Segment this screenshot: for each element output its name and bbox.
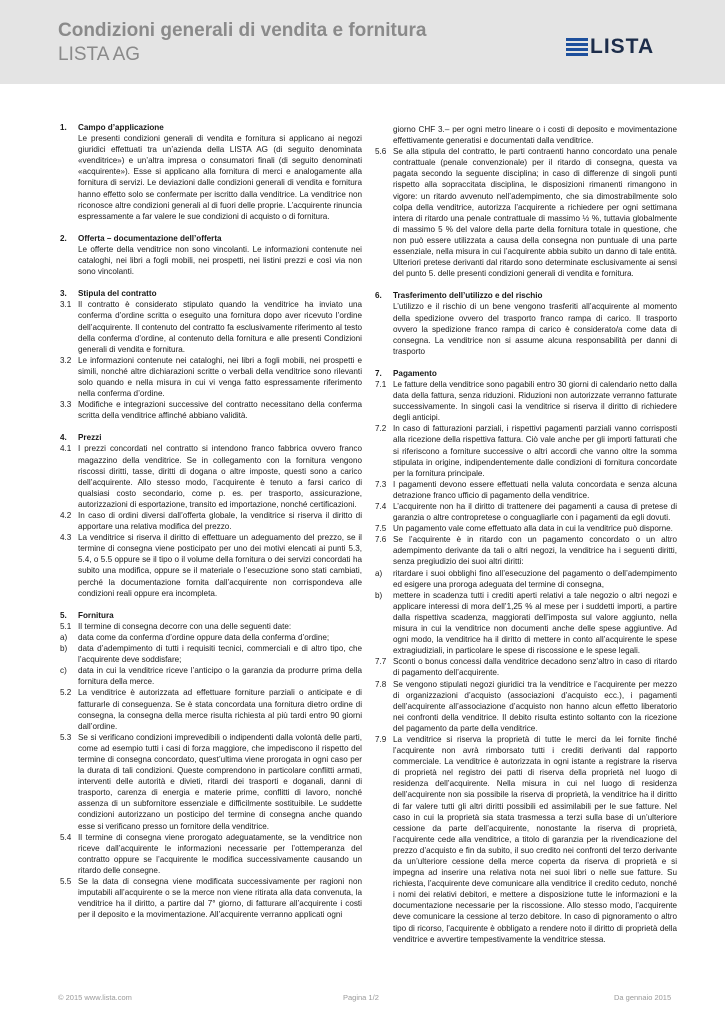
clause — [60, 443, 362, 510]
clause — [60, 687, 362, 731]
clause-number: 4.1 — [60, 444, 72, 454]
section — [60, 122, 362, 222]
clause — [375, 590, 677, 657]
clause-text: Se vengono stipulati negozi giuridici tra la venditrice e l’acquirente per mezzo di organizzazioni d’acquisto (associazioni d’acquisto ecc.), i pagamenti dell’acquirente all’associazione d’acquisto non hanno alcun effetto liberatorio nei confronti della venditrice. Il debito risulta estinto soltanto con la ricezione del pagamento da parte della venditrice. — [393, 679, 677, 733]
clause-text: In caso di fatturazioni parziali, i rispettivi pagamenti parziali vanno corrisposti alla ricezione della rispettiva fattura. Ciò vale anche per gli importi fatturati che si riferiscono a forniture successive o altri accordi che vanno oltre la somma stipulata in origine, indipendentemente dalle condizioni di fornitura concordate per la fornitura principale. — [393, 424, 677, 478]
section-heading — [60, 233, 362, 244]
clause — [375, 301, 677, 356]
clause-text: Se alla stipula del contratto, le parti contraenti hanno concordato una penale contrattuale (penale convenzionale) per il ritardo di consegna, questa va pagata secondo la seguente disciplina; in caso di differenze di singoli punti rispetto alla sopraccitata disciplina, le disposizioni rimanenti rimangono in vigore: un ritardo avvenuto nell’adempimento, che sia dimostrabilmente solo colpa della venditrice, autorizza l’acquirente a richiedere per ogni settimana intera di ritardo una penale contrattuale di massimo ½ %, tuttavia globalmente di massimo 5 % del valore della parte della fornitura totale in questione, che non può essere utilizzata a causa della consegna non puntuale di una parte essenziale, nella misura in cui l’acquirente abbia subito un danno di tale entità. Ulteriori pretese derivanti dal ritardo sono determinate esclusivamente ai sensi del punto 5. delle presenti condizioni generali di vendita e fornitura. — [393, 147, 677, 279]
clause-text: Se l’acquirente è in ritardo con un pagamento concordato o un altro adempimento derivante da tali o altri negozi, la venditrice ha i seguenti diritti, senza pregiudizio dei suoi altri diritti: — [393, 535, 677, 567]
section-heading — [60, 432, 362, 443]
clause-number: 7.6 — [375, 535, 387, 545]
clause-text: Le fatture della venditrice sono pagabili entro 30 giorni di calendario netto dalla data della fattura, senza riduzioni. Riduzioni non autorizzate verranno fatturate successivamente. In singoli casi la venditrice si riserva il diritto di richiedere degli anticipi. — [393, 379, 677, 423]
clause-text: ritardare i suoi obblighi fino all’esecuzione del pagamento o dell’adempimento ed esigere una proroga adeguata del termine di consegna, — [393, 568, 677, 589]
logo-mark-icon — [566, 38, 588, 56]
clause-text: data in cui la venditrice riceve l’anticipo o la garanzia da produrre prima della fornitura della merce. — [78, 666, 362, 687]
clause — [60, 621, 362, 632]
clause — [60, 399, 362, 421]
clause — [60, 133, 362, 222]
clause — [60, 665, 362, 687]
clause — [60, 632, 362, 643]
clause-text: Un pagamento vale come effettuato alla data in cui la venditrice può disporne. — [393, 524, 673, 534]
clause — [375, 523, 677, 534]
clause-text: data come da conferma d’ordine oppure data della conferma d’ordine; — [78, 632, 330, 642]
clause-number: b) — [375, 590, 383, 600]
clause-number: 4.2 — [60, 511, 72, 520]
footer-copyright: © 2015 www.lista.com — [58, 993, 132, 1002]
clause-text: Le offerte della venditrice non sono vincolanti. Le informazioni contenute nei cataloghi, nei libri a fogli mobili, nei prospetti, nei listini prezzi e così via non sono vincolanti. — [78, 244, 362, 277]
clause — [375, 501, 677, 523]
section-heading — [375, 290, 677, 301]
clause-number — [375, 301, 393, 356]
clause — [375, 146, 677, 279]
clause — [60, 876, 362, 920]
footer-page-number: Pagina 1/2 — [343, 993, 379, 1002]
clause-number: 7.1 — [375, 379, 387, 389]
clause-text: Se si verificano condizioni imprevedibili o indipendenti dalla volontà delle parti, come ad esempio tutti i casi di forza maggiore, che impediscono il rispetto del termine di consegna concordato, quest’ultima viene prorogata in ogni caso per la durata di tali condizioni. Queste comprendono in particolare conflitti armati, interventi delle autorità e divieti, ritardi dei trasporti e doganali, danni di trasporto, carenza di energia e materie prime, conflitti di lavoro, nonché assenza di un subfornitore essenziale e difficilmente sostituibile. Le suddette condizioni autorizzano un posticipo del termine di consegna anche quando esse si verificano presso un fornitore della venditrice. — [78, 732, 362, 831]
clause — [60, 299, 362, 354]
clause-number: 3.1 — [60, 300, 72, 310]
section-heading — [60, 288, 362, 299]
clause-number: 3.2 — [60, 355, 72, 365]
clause-number: 7.9 — [375, 734, 387, 744]
clause-number: 5.1 — [60, 621, 72, 631]
clause — [60, 510, 362, 532]
section-number: 4. — [60, 433, 67, 443]
clause-number: 5.4 — [60, 832, 72, 842]
clause — [375, 734, 677, 945]
clause — [60, 244, 362, 277]
clause — [375, 568, 677, 590]
left-column — [60, 122, 362, 931]
clause — [375, 423, 677, 478]
clause-text: Sconti o bonus concessi dalla venditrice decadono senz’altro in caso di ritardo di pagamento dell’acquirente. — [393, 657, 677, 678]
clause — [60, 355, 362, 399]
clause-number: 3.3 — [60, 400, 72, 410]
clause — [60, 732, 362, 832]
clause-number: 7.4 — [375, 502, 387, 511]
clause-number: b) — [60, 644, 68, 654]
section-number: 2. — [60, 233, 67, 243]
section-heading — [60, 122, 362, 133]
clause-number: a) — [60, 632, 68, 642]
company-name: LISTA AG — [58, 44, 141, 65]
clause-number: 5.3 — [60, 732, 72, 742]
section-title: Campo d’applicazione — [78, 123, 164, 132]
clause-number — [60, 133, 78, 222]
section-title: Pagamento — [393, 368, 437, 378]
section-number: 6. — [375, 291, 382, 301]
section — [60, 610, 362, 921]
clause — [375, 679, 677, 734]
clause-number — [375, 124, 393, 146]
clause-text: La venditrice è autorizzata ad effettuare forniture parziali o anticipate e di fatturarle di conseguenza. Se è stata concordata una fornitura dietro ordine di consegna, la consegna della merce risulta richiesta al più tardi entro 90 giorni dall’ordine. — [78, 688, 362, 731]
clause-number: 7.3 — [375, 479, 387, 489]
clause-text: Il termine di consegna viene prorogato adeguatamente, se la venditrice non riceve dall’acquirente le informazioni necessarie per l’ottemperanza del contratto oppure se l’acquirente le modifica successivamente causando un ritardo delle consegne. — [78, 832, 362, 875]
clause-text: La venditrice si riserva la proprietà di tutte le merci da lei fornite finché l’acquirente non avrà rimborsato tutti i crediti derivanti dal rapporto commerciale. La venditrice è autorizzata in ogni istante a registrare la riserva di proprietà nel registro dei patti di riserva della proprietà nel luogo di residenza dell’acquirente. Nella misura in cui nel luogo di residenza dell’acquirente non sia possibile la riserva di proprietà, la venditrice ha il diritto di far valere tutti gli altri diritti possibili ed assimilabili per le sue fatture. Nel caso in cui la proprietà sia stata trasmessa a terzi sulla base di un’ulteriore cessione da parte dell’acquirente, nonostante la riserva di proprietà, l’acquirente cede alla venditrice, a titolo di garanzia per la rivendicazione del prezzo d’acquisto e fin da subito, il suo credito nei confronti del terzo derivante da un’ulteriore cessione della merce coperta da riserva di proprietà e si impegna ad inserire una relativa nota nei suoi libri o nelle sue fatture. Su richiesta, l’acquirente deve comunicare alla venditrice il credito ceduto, nonché i nomi dei relativi debitori, e mettere a disposizione tutte le informazioni e la documentazione necessarie per la riscossione. Allo stesso modo, l’acquirente deve comunicare la cessione al terzo debitore. In caso di pignoramento o altro tipo di ricorso, l’acquirente è obbligato a rendere noto il diritto di proprietà della venditrice e avvertire tempestivamente la venditrice stessa. — [393, 734, 677, 944]
document-title: Condizioni generali di vendita e fornitura — [58, 20, 427, 41]
clause-text: Modifiche e integrazioni successive del contratto necessitano della conferma scritta della venditrice affinché abbiano validità. — [78, 400, 362, 421]
clause-text: I pagamenti devono essere effettuati nella valuta concordata e senza alcuna detrazione franco ufficio di pagamento della venditrice. — [393, 479, 677, 500]
clause — [60, 532, 362, 599]
clause-number: c) — [60, 666, 67, 676]
section-heading — [375, 368, 677, 379]
clause-text: Le informazioni contenute nei cataloghi, nei libri a fogli mobili, nei prospetti e simili, nonché altre dichiarazioni scritte o verbali della venditrice sono rilevanti solo quando e nella misura in cui vi venga fatto espressamente riferimento nella conferma d’ordine. — [78, 355, 362, 399]
section-title: Stipula del contratto — [78, 289, 157, 299]
clause-text: Le presenti condizioni generali di vendita e fornitura si applicano ai negozi giuridici effettuati tra un’azienda della LISTA AG (di seguito denominata «venditrice») e un’altra impresa o consumatori finali (di seguito denominati «acquirente»). Esse si applicano alla fornitura di merci e analogamente alla fornitura di servizi. Le deviazioni dalle condizioni generali di vendita e fornitura hanno effetto solo se confermate per iscritto dalla venditrice. La venditrice non riconosce altre condizioni generali al di fuori delle proprie. L’acquirente rinuncia espressamente a far valere le sue condizioni di acquisto o di fornitura. — [78, 134, 362, 221]
section — [60, 288, 362, 421]
section — [375, 368, 677, 945]
clause-number: 5.5 — [60, 877, 72, 886]
clause-number: 7.7 — [375, 657, 387, 667]
clause-text: I prezzi concordati nel contratto si intendono franco fabbrica ovvero franco magazzino della venditrice. Se in collegamento con la fornitura vengono riscossi diritti, tasse, diritti di dogana o altre imposte, questi sono a carico dell’acquirente. Allo stesso modo, l’acquirente è tenuto a farsi carico di qualsiasi costo secondario, come p. es. per trasporto, assicurazione, autorizzazioni di esportazione, transito ed importazione, nonché certificazioni. — [78, 444, 362, 509]
clause-text: data d’adempimento di tutti i requisiti tecnici, commerciali e di altro tipo, che l’acquirente deve soddisfare; — [78, 644, 362, 665]
section-number: 1. — [60, 123, 67, 132]
clause-number: 7.5 — [375, 524, 387, 534]
logo-text: LISTA — [590, 35, 655, 58]
clause — [375, 479, 677, 501]
footer-date: Da gennaio 2015 — [614, 993, 672, 1002]
clause-number: 7.2 — [375, 424, 387, 434]
right-column — [375, 124, 677, 956]
lista-logo — [566, 36, 676, 58]
clause-number: 4.3 — [60, 533, 72, 543]
section — [60, 432, 362, 598]
clause — [60, 832, 362, 876]
clause-number: 5.2 — [60, 688, 72, 698]
clause-text: In caso di ordini diversi dall’offerta globale, la venditrice si riserva il diritto di apportare una relativa modifica del prezzo. — [78, 511, 362, 532]
clause-number: a) — [375, 568, 383, 578]
clause-text: Il contratto è considerato stipulato quando la venditrice ha inviato una conferma d’ordine scritta o eseguito una fornitura dopo aver ricevuto l’ordine dell’acquirente. Il contenuto del contratto fa esclusivamente riferimento al testo della conferma d’ordine, al contenuto della fornitura e alle presenti Condizioni generali di vendita e fornitura. — [78, 300, 362, 354]
clause-number: 5.6 — [375, 147, 387, 157]
page-header — [0, 0, 725, 84]
clause-number: 7.8 — [375, 679, 387, 689]
section — [375, 290, 677, 357]
clause-text: L’utilizzo e il rischio di un bene vengono trasferiti all’acquirente al momento della spedizione ovvero del trasporto franco rampa di carico. Il trasporto ovvero la spedizione franco rampa di carico è considerato/a come data di consegna. La venditrice non si assume alcuna responsabilità per danni di trasporto — [393, 302, 677, 356]
clause-text: giorno CHF 3.– per ogni metro lineare o i costi di deposito e movimentazione effettivamente generatisi e documentati dalla venditrice. — [393, 125, 677, 146]
clause — [375, 124, 677, 146]
section-continuation — [375, 124, 677, 279]
section-heading — [60, 610, 362, 621]
clause — [375, 656, 677, 678]
clause — [60, 643, 362, 665]
clause-text: mettere in scadenza tutti i crediti aperti relativi a tale negozio o altri negozi e applicare interessi di mora dell’1,25 % al mese per i suddetti importi, a partire dalla rispettiva scadenza, maggiorati dell’imposta sul valore aggiunto, nella misura in cui la venditrice non documenti anche delle spese aggiuntive. Ad ogni modo, la venditrice ha il diritto di mettere in conto all’acquirente le spese extragiudiziali, in particolare le spese di riscossione e le spese legali. — [393, 590, 677, 656]
section-title: Prezzi — [78, 433, 102, 443]
clause-text: Il termine di consegna decorre con una delle seguenti date: — [78, 621, 292, 631]
clause-number — [60, 244, 78, 277]
section-title: Fornitura — [78, 610, 114, 620]
clause — [375, 534, 677, 567]
section-number: 5. — [60, 610, 67, 620]
section-title: Offerta – documentazione dell’offerta — [78, 233, 222, 243]
section-number: 3. — [60, 289, 67, 299]
clause-text: L’acquirente non ha il diritto di trattenere dei pagamenti a causa di pretese di garanzia o altre contropretese o conguagliarle con i pagamenti da egli dovuti. — [393, 502, 677, 523]
section — [60, 233, 362, 277]
clause-text: La venditrice si riserva il diritto di effettuare un adeguamento del prezzo, se il termine di consegna viene posticipato per uno dei motivi elencati ai punti 5.3, 5.4, o 5.5 oppure se il tipo o il volume della fornitura o dei servizi concordati ha subito una modifica, oppure se il materiale o l’esecuzione sono stati cambiati, perché la documentazione fornita dall’acquirente non corrispondeva alle condizioni reali oppure era incompleta. — [78, 533, 362, 598]
section-title: Trasferimento dell’utilizzo e del rischio — [393, 291, 543, 301]
section-number: 7. — [375, 368, 382, 378]
clause-text: Se la data di consegna viene modificata successivamente per ragioni non imputabili all’acquirente o se la merce non viene ritirata alla data convenuta, la venditrice ha il diritto, a partire dal 7° giorno, di fatturare all’acquirente i costi per il deposito e la movimentazione. All’acquirente verranno applicati ogni — [78, 877, 362, 920]
clause — [375, 379, 677, 423]
